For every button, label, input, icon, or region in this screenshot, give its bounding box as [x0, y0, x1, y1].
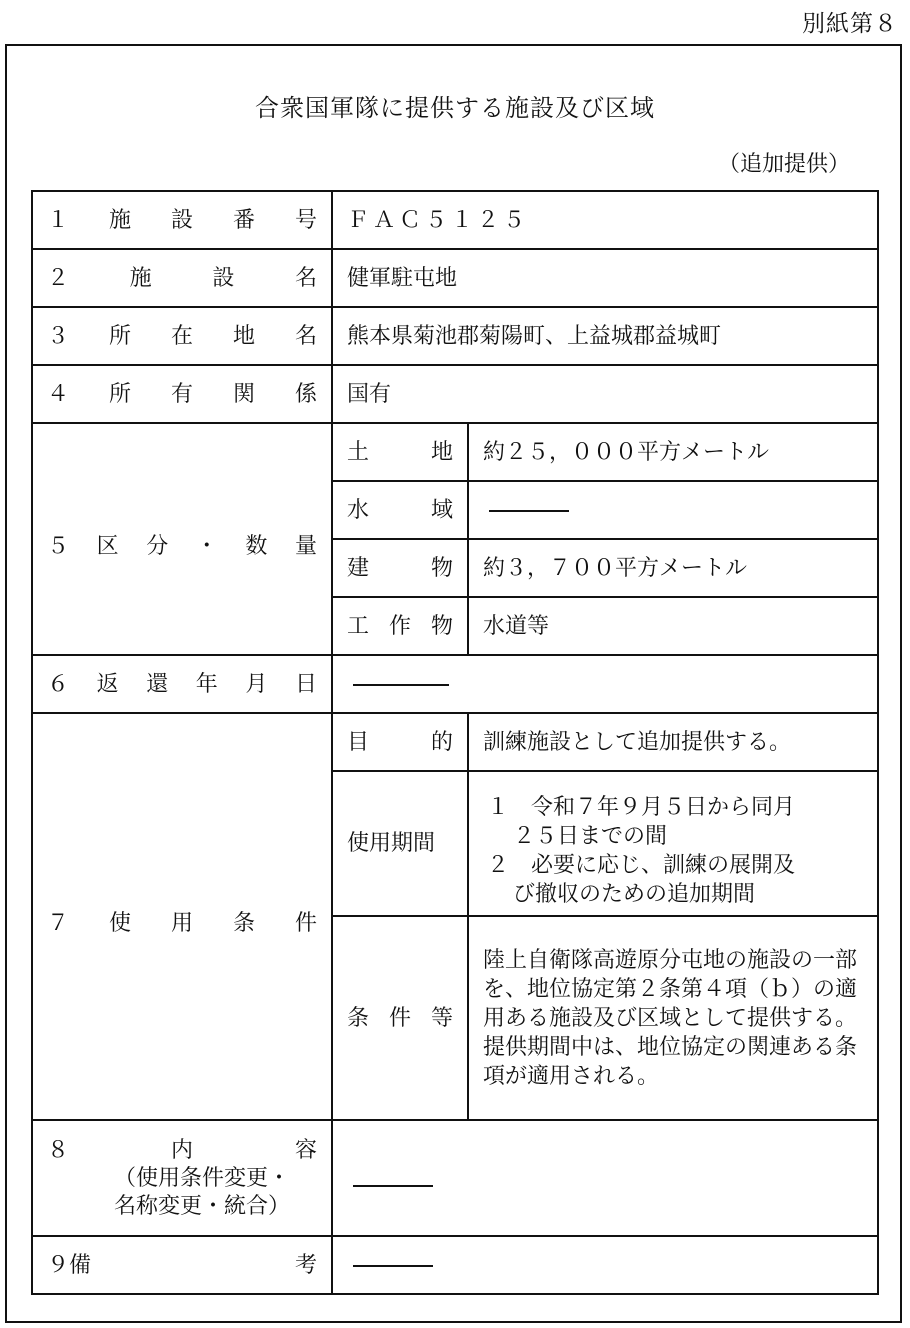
row-ownership: [32, 365, 878, 423]
label-usage-conditions: ７ 使 用 条 件: [47, 911, 317, 936]
sublabel-purpose: 目 的: [347, 729, 453, 755]
sublabel-land: 土 地: [347, 439, 453, 465]
row-return-date: [32, 655, 878, 713]
value-ownership: 国有: [332, 365, 878, 423]
sublabel-period: 使用期間: [332, 771, 468, 916]
row-facility-name: [32, 249, 878, 307]
none-dash: [353, 1265, 433, 1267]
sublabel-water: 水 域: [347, 497, 453, 523]
document-subtitle: （追加提供）: [717, 152, 850, 177]
label-content: ８ 内 容: [47, 1137, 317, 1163]
row-location: [32, 307, 878, 365]
row-classification-land: [32, 423, 878, 481]
attachment-label: 別紙第８: [802, 11, 898, 37]
row-content: [32, 1120, 878, 1236]
none-dash: [353, 684, 449, 686]
label-remarks: ９ 備 考: [47, 1252, 317, 1278]
document-title: 合衆国軍隊に提供する施設及び区域: [255, 94, 655, 122]
none-dash: [489, 510, 569, 512]
sublabel-building: 建 物: [347, 555, 453, 581]
facility-table: [31, 190, 879, 1295]
sublabel-structure: 工 作 物: [347, 613, 453, 639]
row-remarks: [32, 1236, 878, 1294]
value-building: 約３，７００平方メートル: [468, 539, 878, 597]
sublabel-conditions: 条 件 等: [347, 1005, 453, 1031]
value-facility-name: 健軍駐屯地: [332, 249, 878, 307]
label-content-sub: （使用条件変更・ 名称変更・統合）: [113, 1165, 290, 1219]
value-remarks: [332, 1236, 878, 1294]
value-purpose: 訓練施設として追加提供する。: [468, 713, 878, 771]
label-classification-quantity: ５ 区 分 ・ 数 量: [47, 533, 317, 559]
value-return-date: [332, 655, 878, 713]
value-content: [332, 1120, 878, 1236]
label-facility-number: １ 施 設 番 号: [47, 207, 317, 233]
value-land: 約２５，０００平方メートル: [468, 423, 878, 481]
value-location: 熊本県菊池郡菊陽町、上益城郡益城町: [332, 307, 878, 365]
value-structure: 水道等: [468, 597, 878, 655]
label-ownership: ４ 所 有 関 係: [47, 381, 317, 407]
row-usage-purpose: [32, 713, 878, 771]
row-facility-number: [32, 191, 878, 249]
label-facility-name: ２ 施 設 名: [47, 265, 317, 291]
none-dash: [353, 1185, 433, 1187]
label-return-date: ６ 返 還 年 月 日: [47, 671, 317, 697]
label-location: ３ 所 在 地 名: [47, 323, 317, 349]
value-facility-number: ＦＡＣ５１２５: [332, 191, 878, 249]
value-period: １ 令和７年９月５日から同月 ２５日までの間 ２ 必要に応じ、訓練の展開及 び撤収のための追加期間: [468, 771, 878, 916]
value-water: [468, 481, 878, 539]
value-conditions: 陸上自衛隊高遊原分屯地の施設の一部を、地位協定第２条第４項（ｂ）の適用ある施設及び区域として提供する。提供期間中は、地位協定の関連ある条項が適用される。: [483, 947, 858, 1089]
